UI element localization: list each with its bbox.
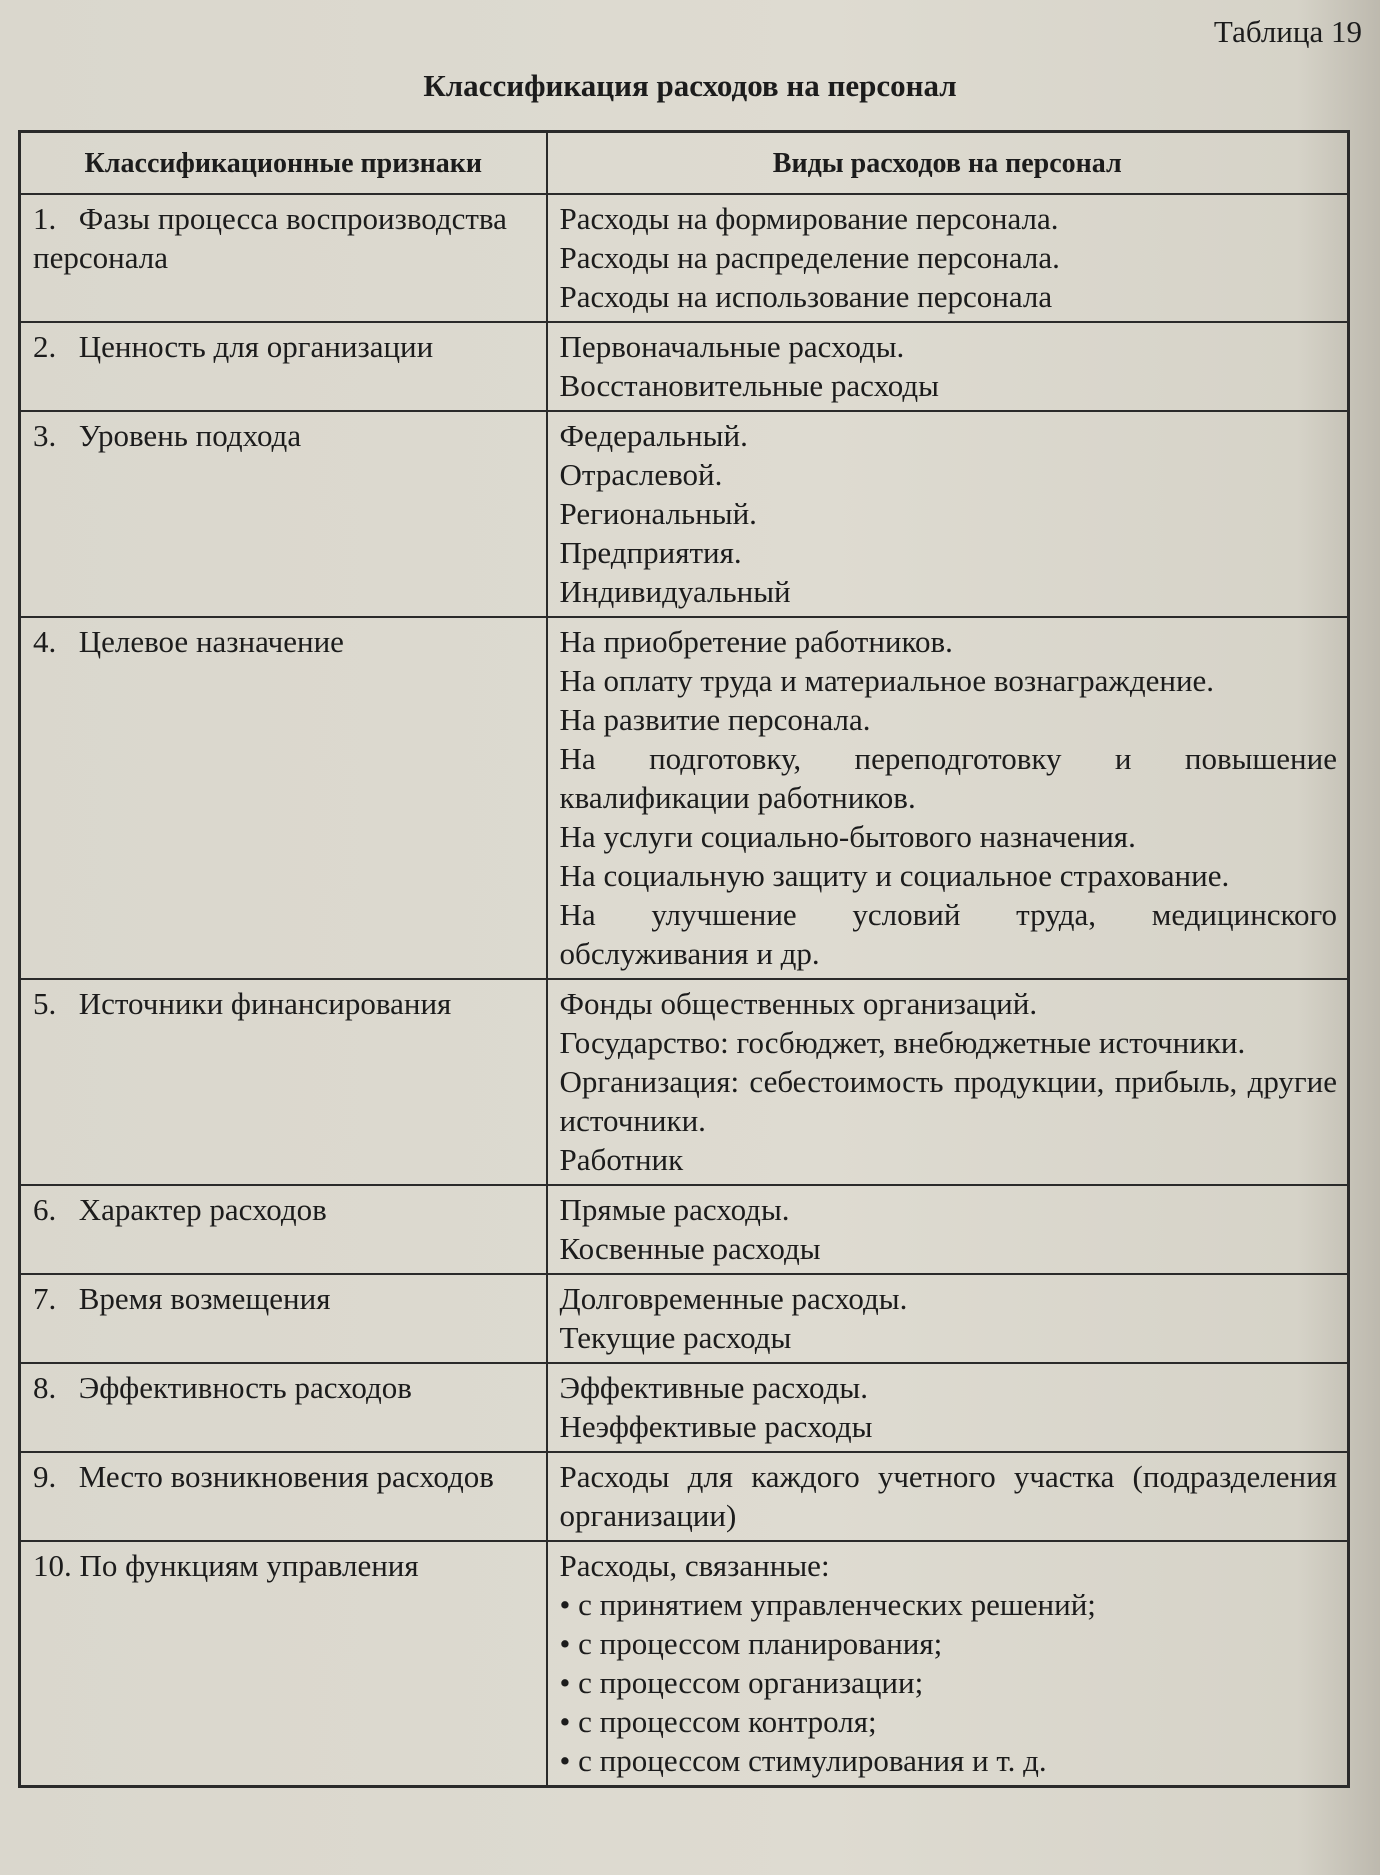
feature-label: Фазы процесса воспроизводства персонала xyxy=(33,201,507,275)
expense-type-item: Первоначальные расходы. xyxy=(559,329,905,364)
table-row xyxy=(20,979,1349,1185)
bullet-item: • с процессом планирования; xyxy=(560,1624,1337,1663)
expense-type-item: Фонды общественных организаций. xyxy=(559,986,1038,1021)
feature-label: Место возникновения расходов xyxy=(78,1459,494,1494)
expense-type-item: Эффективные расходы. xyxy=(559,1370,869,1405)
expense-type-item: Отраслевой. xyxy=(559,457,723,492)
feature-cell xyxy=(20,411,547,617)
expense-type-item: Расходы для каждого учетного участка (подразделения организации) xyxy=(559,1459,1337,1533)
table-number: Таблица 19 xyxy=(1213,14,1362,49)
expense-type-item: На приобретение работников. xyxy=(559,624,953,659)
expense-types-cell xyxy=(547,322,1349,411)
row-number: 8. xyxy=(33,1370,57,1405)
row-number: 4. xyxy=(33,624,57,659)
expense-type-item: На подготовку, переподготовку и повышение квалификации работников. xyxy=(559,741,1337,815)
feature-cell xyxy=(20,979,547,1185)
expense-types-cell xyxy=(547,617,1349,979)
table-row xyxy=(20,194,1349,322)
expense-type-item: Расходы на распределение персонала. xyxy=(559,240,1060,275)
expense-type-item: Расходы, связанные: xyxy=(559,1548,830,1583)
expense-types-cell xyxy=(547,194,1349,322)
row-number: 10. xyxy=(33,1548,72,1583)
expense-types-cell xyxy=(547,1541,1349,1787)
feature-cell xyxy=(20,1274,547,1363)
table-row xyxy=(20,617,1349,979)
expense-type-item: На развитие персонала. xyxy=(559,702,871,737)
feature-label: Время возмещения xyxy=(78,1281,331,1316)
expense-types-cell xyxy=(547,1274,1349,1363)
feature-cell xyxy=(20,1541,547,1787)
expense-type-item: На услуги социально-бытового назначения. xyxy=(559,819,1136,854)
bullet-item: • с процессом стимулирования и т. д. xyxy=(560,1741,1337,1780)
table-row xyxy=(20,322,1349,411)
expense-type-item: На социальную защиту и социальное страхование. xyxy=(559,858,1230,893)
table-row xyxy=(20,1274,1349,1363)
feature-label: Ценность для организации xyxy=(78,329,434,364)
classification-table xyxy=(18,130,1350,1788)
feature-label: Характер расходов xyxy=(78,1192,327,1227)
expense-types-cell xyxy=(547,979,1349,1185)
feature-label: Источники финансирования xyxy=(78,986,452,1021)
feature-cell xyxy=(20,322,547,411)
row-number: 9. xyxy=(33,1459,57,1494)
table-header-row xyxy=(20,132,1349,195)
table-row xyxy=(20,1185,1349,1274)
expense-types-cell xyxy=(547,1185,1349,1274)
feature-cell xyxy=(20,1185,547,1274)
expense-type-item: Неэффективые расходы xyxy=(559,1409,873,1444)
feature-cell xyxy=(20,1363,547,1452)
expense-type-item: Расходы на использование персонала xyxy=(559,279,1053,314)
expense-type-item: Восстановительные расходы xyxy=(559,368,939,403)
bullet-item: • с процессом контроля; xyxy=(560,1702,1337,1741)
expense-type-item: Государство: госбюджет, внебюджетные источники. xyxy=(559,1025,1246,1060)
column-header-types: Виды расходов на персонал xyxy=(547,132,1349,195)
feature-cell xyxy=(20,1452,547,1541)
feature-label: По функциям управления xyxy=(79,1548,419,1583)
table-row xyxy=(20,1541,1349,1787)
expense-type-item: Косвенные расходы xyxy=(559,1231,821,1266)
bullet-item: • с процессом организации; xyxy=(560,1663,1337,1702)
bullet-item: • с принятием управленческих решений; xyxy=(560,1585,1337,1624)
column-header-features: Классификационные признаки xyxy=(20,132,547,195)
feature-label: Целевое назначение xyxy=(78,624,344,659)
row-number: 6. xyxy=(33,1192,57,1227)
expense-type-item: Долговременные расходы. xyxy=(559,1281,908,1316)
row-number: 2. xyxy=(33,329,57,364)
expense-type-item: Федеральный. xyxy=(559,418,748,453)
expense-type-item: Текущие расходы xyxy=(559,1320,792,1355)
expense-types-cell xyxy=(547,1363,1349,1452)
table-row xyxy=(20,1363,1349,1452)
feature-label: Уровень подхода xyxy=(78,418,302,453)
expense-type-item: На оплату труда и материальное вознаграждение. xyxy=(559,663,1215,698)
expense-type-item: Прямые расходы. xyxy=(559,1192,790,1227)
feature-cell xyxy=(20,194,547,322)
table-row xyxy=(20,1452,1349,1541)
expense-type-item: Работник xyxy=(559,1142,684,1177)
feature-label: Эффективность расходов xyxy=(78,1370,412,1405)
row-number: 5. xyxy=(33,986,57,1021)
table-body xyxy=(20,194,1349,1787)
row-number: 7. xyxy=(33,1281,57,1316)
feature-cell xyxy=(20,617,547,979)
expense-type-item: Расходы на формирование персонала. xyxy=(559,201,1059,236)
expense-types-cell xyxy=(547,411,1349,617)
expense-type-item: Организация: себестоимость продукции, прибыль, другие источники. xyxy=(559,1064,1337,1138)
expense-type-item: На улучшение условий труда, медицинского обслуживания и др. xyxy=(559,897,1337,971)
row-number: 3. xyxy=(33,418,57,453)
table-title: Классификация расходов на персонал xyxy=(423,68,957,103)
expense-type-item: Предприятия. xyxy=(559,535,742,570)
expense-type-item: Региональный. xyxy=(559,496,757,531)
expense-types-cell xyxy=(547,1452,1349,1541)
expense-type-item: Индивидуальный xyxy=(559,574,791,609)
row-number: 1. xyxy=(33,201,57,236)
table-row xyxy=(20,411,1349,617)
